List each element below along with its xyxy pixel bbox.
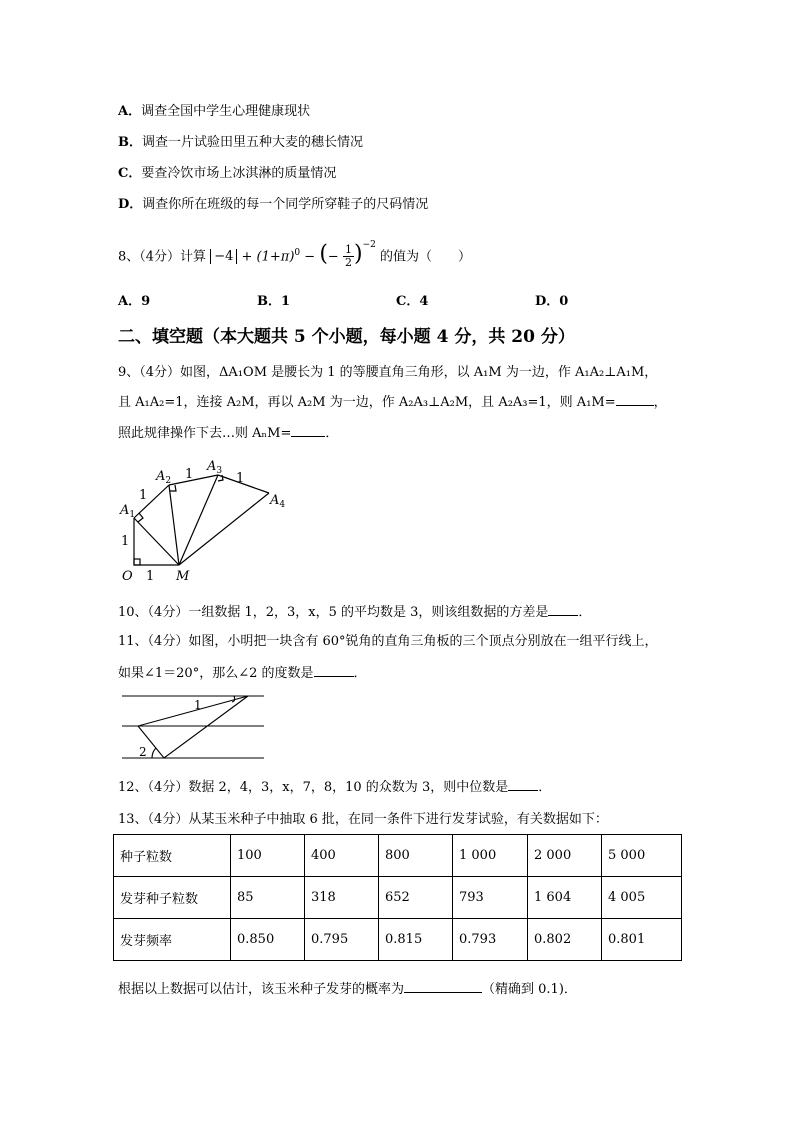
label-o: O (122, 569, 133, 584)
right-angle-a1 (138, 513, 143, 522)
q9-segment-a3m (179, 475, 218, 565)
table-cell: 发芽频率 (114, 919, 231, 961)
q9-line1: 9、（4分）如图，ΔA₁OM 是腰长为 1 的等腰直角三角形，以 A₁M 为一边，作 A₁A₂⊥A₁M， (118, 365, 658, 380)
table-cell: 0.850 (231, 919, 305, 961)
q7-option-b: B．调查一片试验田里五种大麦的穗长情况 (118, 135, 364, 150)
right-angle-o (134, 559, 140, 565)
edge-label-om: 1 (146, 569, 155, 584)
table-cell: 4 005 (602, 877, 682, 919)
table-cell: 1 604 (528, 877, 602, 919)
table-cell: 0.815 (379, 919, 453, 961)
q9-blank-2 (291, 436, 325, 437)
table-row (114, 835, 682, 877)
q9-line2: 且 A₁A₂=1，连接 A₂M，再以 A₂M 为一边，作 A₂A₃⊥A₂M，且 A₂A₃=1，则 A₁M= ， (118, 395, 667, 410)
table-cell: 0.802 (528, 919, 602, 961)
table-cell: 318 (305, 877, 379, 919)
table-cell: 发芽种子粒数 (114, 877, 231, 919)
edge-label-a3a4: 1 (236, 471, 245, 486)
q8-abs: −4 (210, 249, 237, 264)
q9-segment-a1m (134, 518, 179, 565)
q12-blank (508, 790, 538, 791)
table-cell: 800 (379, 835, 453, 877)
q12-stem: 12、（4分）数据 2，4，3，x，7，8，10 的众数为 3，则中位数是 ． (118, 780, 552, 795)
table-cell: 2 000 (528, 835, 602, 877)
q7-option-c: C．要查冷饮市场上冰淇淋的质量情况 (118, 166, 337, 181)
label-a2: $A_2$ (156, 469, 172, 486)
q10-blank (548, 615, 578, 616)
q11-figure (118, 690, 268, 766)
table-cell: 400 (305, 835, 379, 877)
table-cell: 种子粒数 (114, 835, 231, 877)
table-cell: 652 (379, 877, 453, 919)
q7-option-a: A．调查全国中学生心理健康现状 (118, 104, 311, 119)
q9-segment-a4m (179, 493, 269, 565)
label-a3: $A_3$ (207, 459, 223, 476)
q9-figure (112, 452, 298, 587)
triangle-ruler (138, 696, 248, 758)
q8-fraction: $\frac{1}{2}$ (344, 243, 352, 270)
q11-line2: 如果∠1＝20°，那么∠2 的度数是 ． (118, 666, 367, 681)
q7-option-d: D．调查你所在班级的每一个同学所穿鞋子的尺码情况 (118, 197, 429, 212)
angle-2-arc (152, 748, 156, 758)
table-cell: 100 (231, 835, 305, 877)
q13-blank (404, 992, 482, 993)
table-cell: 1 000 (453, 835, 528, 877)
q13-stem: 13、（4分）从某玉米种子中抽取 6 批，在同一条件下进行发芽试验，有关数据如下： (118, 812, 608, 827)
q11-blank (314, 676, 354, 677)
label-m: M (176, 569, 190, 584)
q13-footer: 根据以上数据可以估计，该玉米种子发芽的概率为 （精确到 0.1)． (118, 982, 577, 997)
q8-option-a: A．9 (118, 294, 151, 309)
edge-label-a1a2: 1 (139, 488, 148, 503)
table-cell: 0.795 (305, 919, 379, 961)
table-row (114, 877, 682, 919)
germination-table (113, 834, 682, 961)
q10-stem: 10、（4分）一组数据 1，2，3，x，5 的平均数是 3，则该组数据的方差是 ． (118, 605, 592, 620)
q8-stem: 8、（4分）计算 $-4 + (1+\pi)^0$ − (− $\frac{1}{2}$ )$^{-2}$ 的值为（ ） (118, 240, 471, 270)
table-row (114, 919, 682, 961)
label-a4: $A_4$ (270, 493, 286, 510)
q8-option-d: D．0 (535, 294, 569, 309)
edge-label-a2a3: 1 (185, 467, 194, 482)
q9-segment-a2m (169, 485, 179, 565)
table-cell: 5 000 (602, 835, 682, 877)
angle-2-label: 2 (139, 745, 147, 759)
q9-blank-1 (616, 405, 654, 406)
table-cell: 0.793 (453, 919, 528, 961)
q9-segment-a2a3 (169, 475, 218, 485)
q11-line1: 11、（4分）如图，小明把一块含有 60°锐角的直角三角板的三个顶点分别放在一组平行线上， (118, 634, 658, 649)
table-cell: 0.801 (602, 919, 682, 961)
table-cell: 793 (453, 877, 528, 919)
edge-label-oa1: 1 (121, 534, 130, 549)
q9-line3: 照此规律操作下去…则 AₙM= ． (118, 426, 339, 441)
angle-1-arc (232, 696, 235, 702)
table-cell: 85 (231, 877, 305, 919)
q8-option-c: C．4 (396, 294, 429, 309)
angle-1-label: 1 (194, 698, 202, 712)
q8-option-b: B．1 (257, 294, 291, 309)
label-a1: $A_1$ (120, 503, 136, 520)
section-title: 二、填空题（本大题共 5 个小题，每小题 4 分，共 20 分） (118, 327, 575, 347)
